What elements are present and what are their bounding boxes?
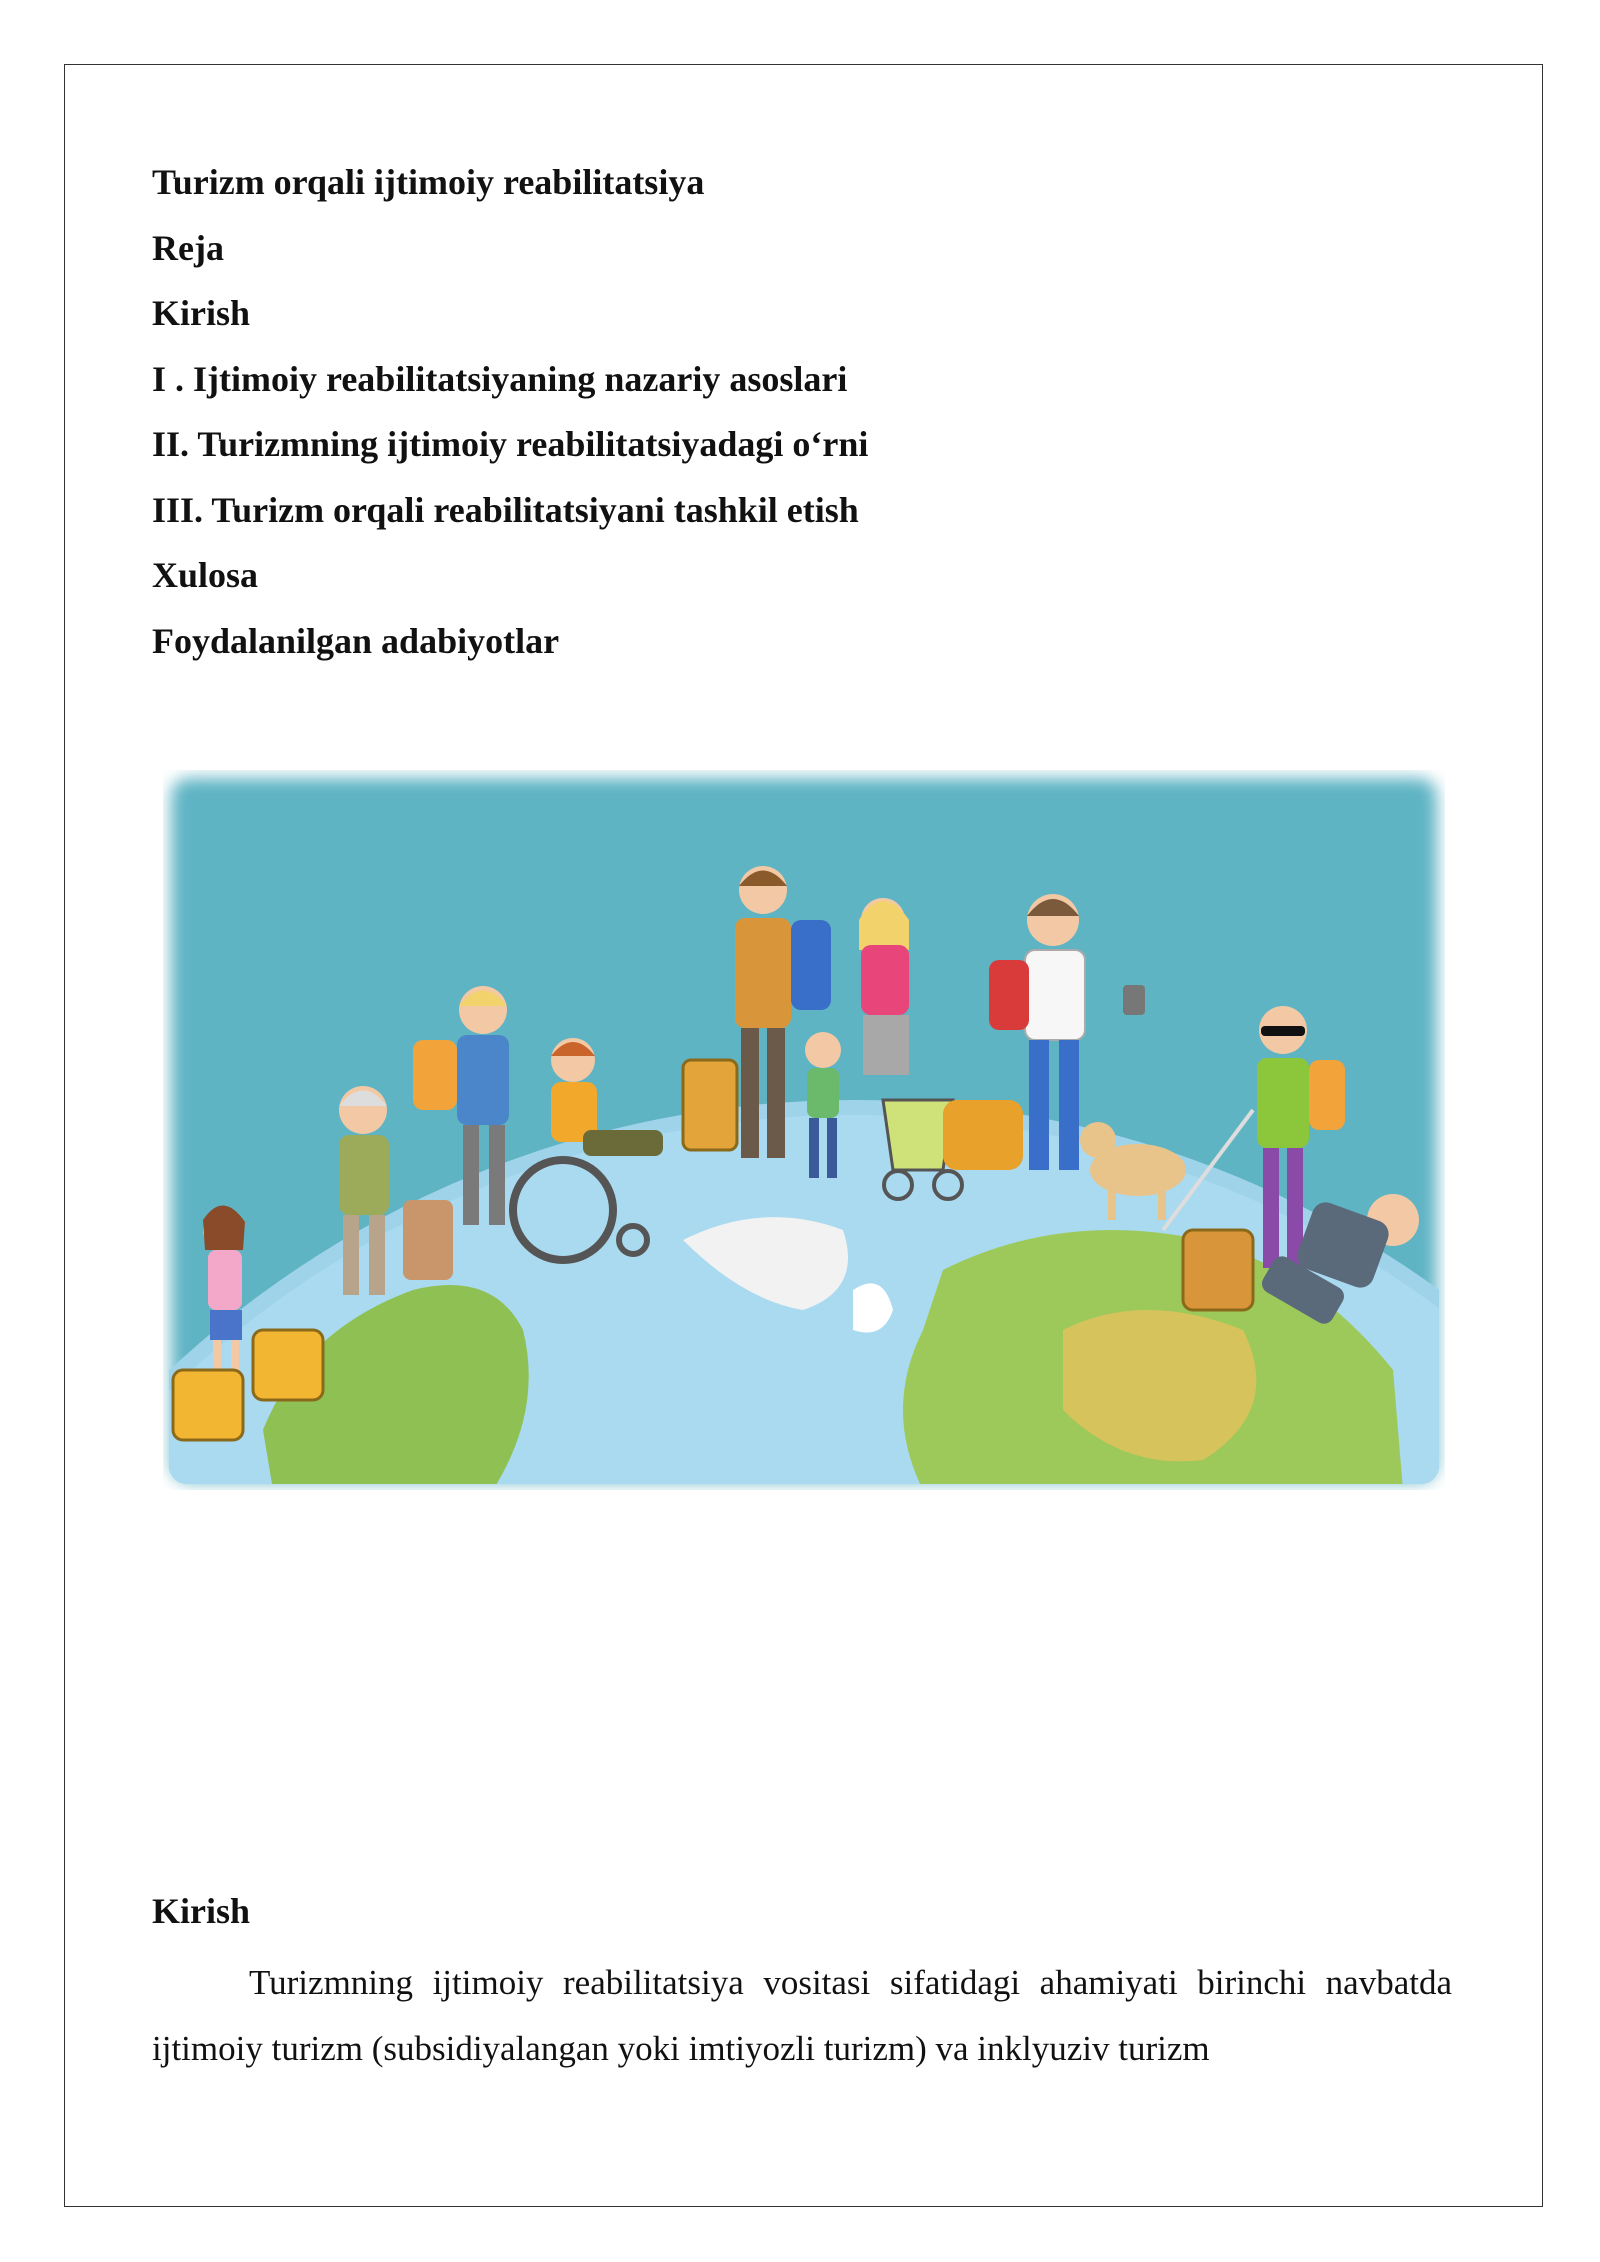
plan-item-conclusion: Xulosa	[152, 555, 259, 595]
suitcase	[1183, 1230, 1253, 1310]
phone-icon	[1123, 985, 1145, 1015]
table-of-contents	[152, 150, 1452, 674]
stroller	[883, 1100, 953, 1170]
plan-heading: Reja	[152, 227, 224, 268]
plan-item-introduction: Kirish	[152, 293, 251, 333]
plan-item-chapter-3: III. Turizm orqali reabilitatsiyani tashkil etish	[152, 489, 859, 530]
suitcase	[173, 1370, 243, 1440]
suitcase	[253, 1330, 323, 1400]
plan-item-chapter-2: II. Turizmning ijtimoiy reabilitatsiyadagi o‘rni	[152, 424, 869, 464]
bag	[943, 1100, 1023, 1170]
plan-item-chapter-1: I . Ijtimoiy reabilitatsiyaning nazariy asoslari	[152, 358, 848, 399]
document-title: Turizm orqali ijtimoiy reabilitatsiya	[152, 162, 705, 202]
plan-item-references: Foydalanilgan adabiyotlar	[152, 620, 560, 661]
suitcase	[683, 1060, 737, 1150]
travelers-globe-illustration	[163, 770, 1445, 1490]
section-heading-introduction: Kirish	[152, 1891, 251, 1931]
section-body-paragraph: Turizmning ijtimoiy reabilitatsiya vositasi sifatidagi ahamiyati birinchi navbatda ijtimoiy turizm (subsidiyalangan yoki imtiyozli turizm) va inklyuziv turizm	[152, 1963, 1452, 2068]
